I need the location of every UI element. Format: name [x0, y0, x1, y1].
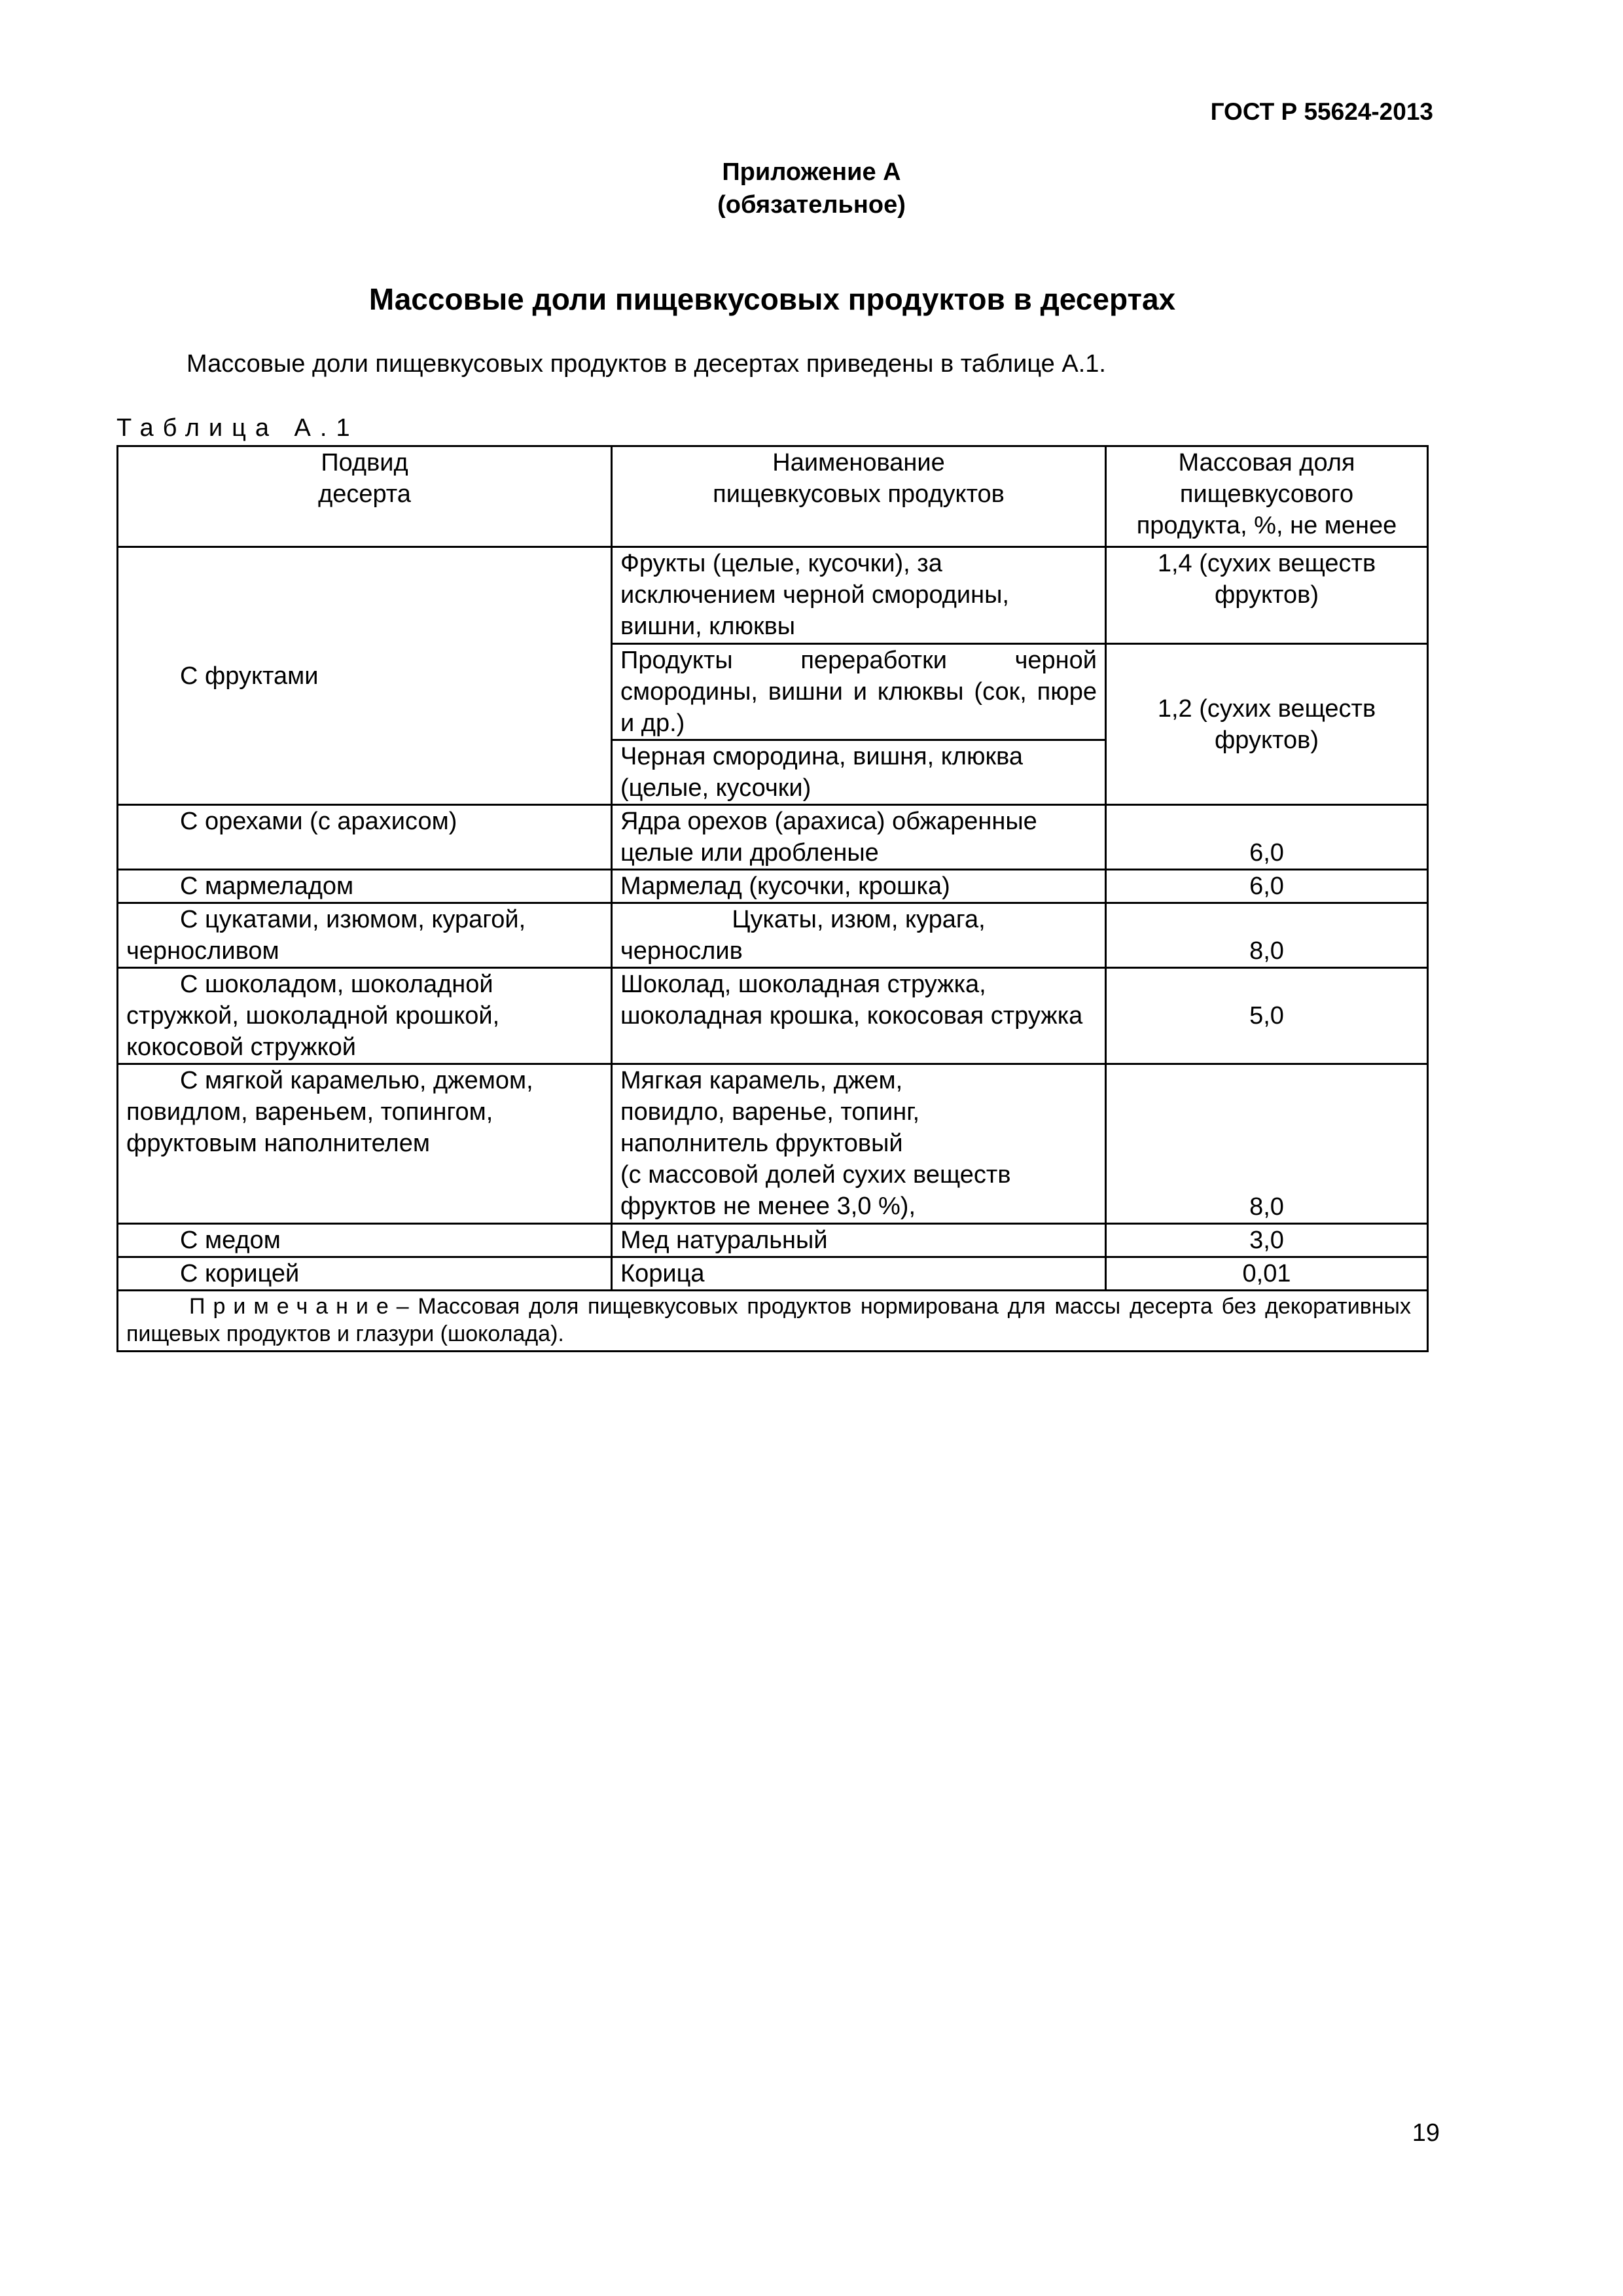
- product-line: фруктов не менее 3,0 %),: [620, 1193, 916, 1220]
- value-line: фруктов): [1215, 726, 1319, 754]
- appendix-status: (обязательное): [717, 191, 906, 219]
- table-note-row: [118, 1291, 1428, 1352]
- product-line: Мягкая карамель, джем,: [620, 1067, 903, 1094]
- cell-value-fruits-1: [1106, 547, 1428, 644]
- product-line: (с массовой долей сухих веществ: [620, 1161, 1011, 1189]
- header-subtype-line1: Подвид: [321, 449, 408, 476]
- cell-product-caramel: [612, 1064, 1106, 1224]
- product-line: чернослив: [620, 937, 743, 965]
- cell-product-fruits-2: Продукты переработки черной смородины, вишни и клюквы (сок, пюре и др.): [612, 644, 1106, 740]
- cell-value-honey: 3,0: [1106, 1224, 1428, 1257]
- value-line: 1,2 (сухих веществ: [1157, 694, 1376, 723]
- cell-subtype-chocolate: С шоколадом, шоколадной стружкой, шоколадной крошкой, кокосовой стружкой: [118, 968, 612, 1064]
- section-title: Массовые доли пищевкусовых продуктов в десертах: [368, 282, 1176, 316]
- appendix-heading: [0, 156, 1623, 221]
- cell-subtype-fruits: С фруктами: [118, 547, 612, 805]
- cell-subtype-nuts: С орехами (с арахисом): [118, 805, 612, 870]
- note-label: Примечание: [189, 1294, 397, 1319]
- header-subtype: [118, 446, 612, 547]
- dessert-additives-table: [116, 445, 1429, 1352]
- cell-value-cinnamon: 0,01: [1106, 1257, 1428, 1291]
- header-mass-line1: Массовая доля: [1178, 449, 1355, 476]
- cell-value-nuts: 6,0: [1106, 805, 1428, 870]
- cell-value-marmalade: 6,0: [1106, 870, 1428, 903]
- page-number: 19: [1412, 2119, 1440, 2147]
- table-row: [118, 547, 1428, 644]
- header-mass-line2: пищевкусового: [1179, 480, 1354, 508]
- header-subtype-line2: десерта: [318, 480, 411, 508]
- header-product: [612, 446, 1106, 547]
- cell-product-fruits-3: Черная смородина, вишня, клюква (целые, кусочки): [612, 740, 1106, 805]
- value-line: 1,4 (сухих веществ: [1157, 550, 1376, 577]
- document-code: ГОСТ Р 55624-2013: [1210, 98, 1433, 125]
- cell-product-fruits-1: Фрукты (целые, кусочки), за исключением черной смородины, вишни, клюквы: [612, 547, 1106, 644]
- table-row: [118, 1224, 1428, 1257]
- table-label: Таблица А.1: [116, 414, 359, 442]
- note-text: – Массовая доля пищевкусовых продуктов нормирована для массы десерта без декоративных пищевых продуктов и глазури (шоколада).: [126, 1294, 1411, 1346]
- cell-value-caramel: 8,0: [1106, 1064, 1428, 1224]
- product-line: наполнитель фруктовый: [620, 1130, 903, 1157]
- value-line: фруктов): [1215, 581, 1319, 609]
- table-row: [118, 968, 1428, 1064]
- cell-product-marmalade: Мармелад (кусочки, крошка): [612, 870, 1106, 903]
- cell-value-fruits-2: [1106, 644, 1428, 805]
- cell-product-candied: [612, 903, 1106, 968]
- cell-product-cinnamon: Корица: [612, 1257, 1106, 1291]
- product-line: Цукаты, изюм, курага,: [732, 906, 986, 933]
- header-mass-fraction: [1106, 446, 1428, 547]
- table-header-row: [118, 446, 1428, 547]
- product-line: повидло, варенье, топинг,: [620, 1098, 920, 1126]
- header-product-line1: Наименование: [772, 449, 945, 476]
- cell-product-chocolate: Шоколад, шоколадная стружка, шоколадная крошка, кокосовая стружка: [612, 968, 1106, 1064]
- cell-subtype-candied: С цукатами, изюмом, курагой, черносливом: [118, 903, 612, 968]
- intro-paragraph: Массовые доли пищевкусовых продуктов в десертах приведены в таблице А.1.: [187, 350, 1106, 378]
- table-note: [118, 1291, 1428, 1352]
- table-row: [118, 870, 1428, 903]
- table-row: [118, 903, 1428, 968]
- cell-subtype-cinnamon: С корицей: [118, 1257, 612, 1291]
- cell-subtype-honey: С медом: [118, 1224, 612, 1257]
- header-product-line2: пищевкусовых продуктов: [713, 480, 1005, 508]
- header-mass-line3: продукта, %, не менее: [1136, 512, 1397, 539]
- cell-product-honey: Мед натуральный: [612, 1224, 1106, 1257]
- table-row: [118, 805, 1428, 870]
- cell-subtype-caramel: С мягкой карамелью, джемом, повидлом, вареньем, топингом, фруктовым наполнителем: [118, 1064, 612, 1224]
- cell-value-candied: 8,0: [1106, 903, 1428, 968]
- cell-subtype-marmalade: С мармеладом: [118, 870, 612, 903]
- cell-value-chocolate: 5,0: [1106, 968, 1428, 1064]
- table-row: [118, 1064, 1428, 1224]
- table-row: [118, 1257, 1428, 1291]
- cell-product-nuts: Ядра орехов (арахиса) обжаренные целые или дробленые: [612, 805, 1106, 870]
- appendix-title: Приложение А: [722, 158, 901, 186]
- table-container: [116, 445, 1427, 1352]
